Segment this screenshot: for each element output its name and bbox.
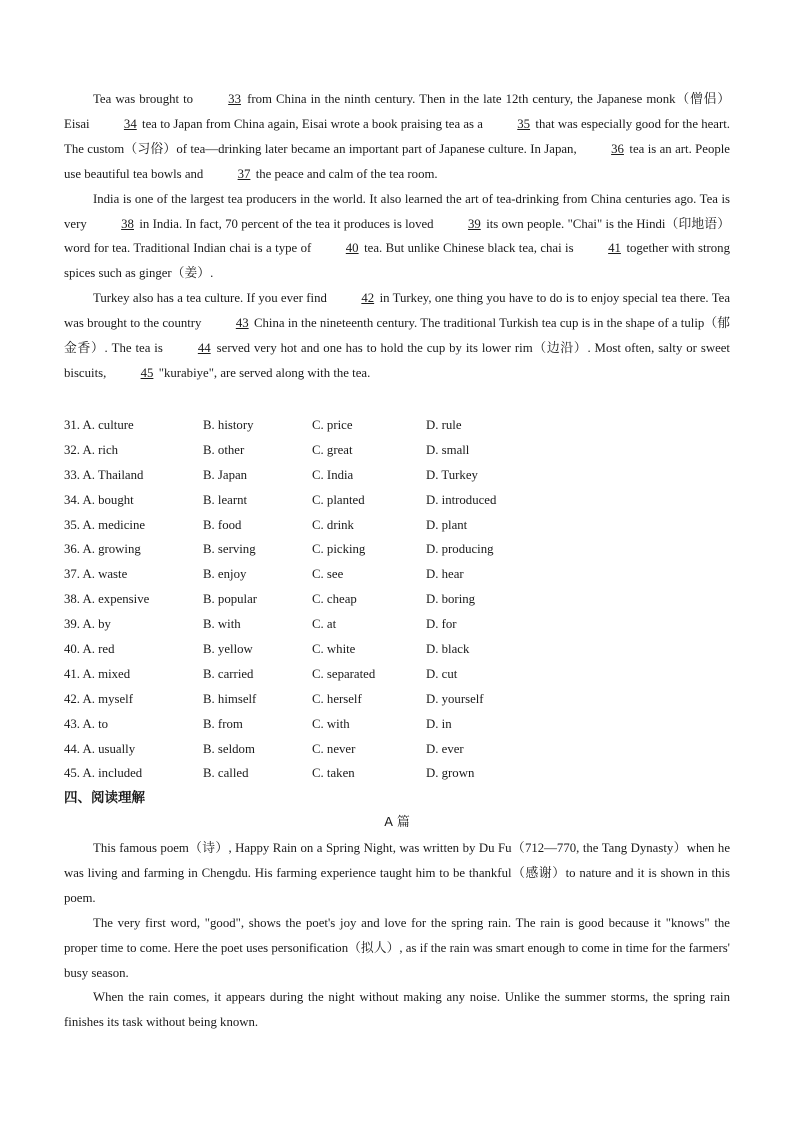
option-row xyxy=(64,761,624,786)
option-b[interactable]: B. Japan xyxy=(203,467,248,482)
option-a[interactable]: 39. A. by xyxy=(64,617,111,632)
option-b[interactable]: B. himself xyxy=(203,691,257,706)
option-row xyxy=(64,413,624,438)
part-title: A 篇 xyxy=(384,815,410,830)
option-b[interactable]: B. food xyxy=(203,517,242,532)
blank-35[interactable]: 35 xyxy=(517,116,531,131)
option-b[interactable]: B. history xyxy=(203,418,254,432)
option-d[interactable]: D. for xyxy=(426,617,457,632)
option-b[interactable]: B. carried xyxy=(203,666,254,681)
option-row xyxy=(64,737,624,762)
blank-45[interactable]: 45 xyxy=(140,365,154,380)
option-row xyxy=(64,687,624,712)
option-b[interactable]: B. yellow xyxy=(203,642,253,657)
answer-options xyxy=(64,413,624,786)
option-row xyxy=(64,463,624,488)
section-title: 四、阅读理解 xyxy=(64,790,145,806)
option-c[interactable]: C. taken xyxy=(312,766,355,781)
option-d[interactable]: D. plant xyxy=(426,517,468,532)
option-row xyxy=(64,488,624,513)
option-a[interactable]: 40. A. red xyxy=(64,642,115,657)
option-d[interactable]: D. grown xyxy=(426,766,475,781)
option-row xyxy=(64,438,624,463)
passage-paragraph-japan: Tea was brought to 33 from China in the ninth century. Then in the late 12th century, the Japanese monk（僧侣）Eisai 34 tea to Japan from China again, Eisai wrote a book praising tea as a 35 that was especially good for the heart. The custom（习俗）of tea—drinking later became an important part of Japanese culture. In Japan, 36 tea is an art. People use beautiful tea bowls and 37 the peace and calm of the tea room. xyxy=(64,87,730,187)
option-b[interactable]: B. called xyxy=(203,766,249,781)
option-c[interactable]: C. white xyxy=(312,642,356,657)
option-c[interactable]: C. at xyxy=(312,617,337,632)
option-a[interactable]: 44. A. usually xyxy=(64,741,136,756)
option-c[interactable]: C. with xyxy=(312,716,350,731)
option-a[interactable]: 34. A. bought xyxy=(64,492,134,507)
option-d[interactable]: D. introduced xyxy=(426,492,497,507)
option-a[interactable]: 33. A. Thailand xyxy=(64,467,144,482)
option-c[interactable]: C. separated xyxy=(312,666,376,681)
option-a[interactable]: 37. A. waste xyxy=(64,567,128,582)
option-row xyxy=(64,513,624,538)
blank-42[interactable]: 42 xyxy=(361,291,375,306)
blank-39[interactable]: 39 xyxy=(467,216,481,231)
option-c[interactable]: C. great xyxy=(312,442,353,457)
option-a[interactable]: 45. A. included xyxy=(64,766,143,781)
option-a[interactable]: 32. A. rich xyxy=(64,442,119,457)
option-b[interactable]: B. other xyxy=(203,442,245,457)
option-d[interactable]: D. cut xyxy=(426,666,458,681)
option-row xyxy=(64,537,624,562)
option-d[interactable]: D. boring xyxy=(426,592,476,607)
option-b[interactable]: B. learnt xyxy=(203,492,248,507)
option-b[interactable]: B. serving xyxy=(203,542,256,557)
option-c[interactable]: C. picking xyxy=(312,542,366,557)
blank-40[interactable]: 40 xyxy=(345,241,359,256)
option-row xyxy=(64,637,624,662)
option-row xyxy=(64,662,624,687)
option-d[interactable]: D. ever xyxy=(426,741,464,756)
option-a[interactable]: 31. A. culture xyxy=(64,418,134,432)
option-b[interactable]: B. with xyxy=(203,617,241,632)
passage-paragraph-turkey: Turkey also has a tea culture. If you ever find 42 in Turkey, one thing you have to do is to enjoy special tea there. Tea was brought to the country 43 China in the nineteenth century. The traditional Turkish tea cup is in the shape of a tulip（郁金香）. The tea is 44 served very hot and one has to hold the cup by its lower rim（边沿）. Most often, salty or sweet biscuits, 45 "kurabiye", are served along with the tea. xyxy=(64,286,730,386)
option-c[interactable]: C. cheap xyxy=(312,592,357,607)
passage-paragraph: This famous poem（诗）, Happy Rain on a Spring Night, was written by Du Fu（712—770, the Tang Dynasty）when he was living and farming in Chengdu. His farming experience taught him to be thankful（感谢）to nature and it is shown in this poem. xyxy=(64,841,730,905)
option-b[interactable]: B. seldom xyxy=(203,741,255,756)
option-a[interactable]: 43. A. to xyxy=(64,716,109,731)
option-a[interactable]: 38. A. expensive xyxy=(64,592,150,607)
blank-33[interactable]: 33 xyxy=(228,92,241,106)
option-b[interactable]: B. popular xyxy=(203,592,258,607)
option-row xyxy=(64,587,624,612)
option-a[interactable]: 42. A. myself xyxy=(64,691,133,706)
option-d[interactable]: D. small xyxy=(426,442,470,457)
blank-38[interactable]: 38 xyxy=(121,216,134,231)
option-a[interactable]: 41. A. mixed xyxy=(64,666,131,681)
passage-paragraph-india: India is one of the largest tea producers in the world. It also learned the art of tea-drinking from China centuries ago. Tea is very 38 in India. In fact, 70 percent of the tea it produces is loved 39 its own people. "Chai" is the Hindi（印地语）word for tea. Traditional Indian chai is a type of 40 tea. But unlike Chinese black tea, chai is 41 together with strong spices such as ginger（姜）. xyxy=(64,191,731,281)
option-b[interactable]: B. enjoy xyxy=(203,567,247,582)
option-d[interactable]: D. hear xyxy=(426,567,464,582)
option-d[interactable]: D. yourself xyxy=(426,691,484,706)
blank-44[interactable]: 44 xyxy=(197,341,211,356)
option-c[interactable]: C. never xyxy=(312,741,356,756)
option-a[interactable]: 36. A. growing xyxy=(64,542,141,557)
option-c[interactable]: C. herself xyxy=(312,691,362,706)
blank-36[interactable]: 36 xyxy=(611,141,624,156)
blank-41[interactable]: 41 xyxy=(608,241,621,256)
option-row xyxy=(64,712,624,737)
blank-34[interactable]: 34 xyxy=(123,116,137,131)
option-d[interactable]: D. rule xyxy=(426,418,462,432)
option-c[interactable]: C. drink xyxy=(312,517,354,532)
tea-passage xyxy=(64,87,730,386)
passage-paragraph: The very first word, "good", shows the poet's joy and love for the spring rain. The rain is good because it "knows" the proper time to come. Here the poet uses personification（拟人）, as if the rain was smart enough to come in time for the farmers' busy season. xyxy=(64,915,730,980)
option-c[interactable]: C. see xyxy=(312,567,344,582)
blank-37[interactable]: 37 xyxy=(237,166,251,181)
option-row xyxy=(64,612,624,637)
option-c[interactable]: C. India xyxy=(312,467,354,482)
option-a[interactable]: 35. A. medicine xyxy=(64,517,146,532)
option-b[interactable]: B. from xyxy=(203,716,243,731)
option-row xyxy=(64,562,624,587)
option-c[interactable]: C. planted xyxy=(312,492,365,507)
option-d[interactable]: D. black xyxy=(426,642,470,657)
option-d[interactable]: D. in xyxy=(426,716,452,731)
blank-43[interactable]: 43 xyxy=(235,316,249,331)
passage-paragraph: When the rain comes, it appears during the night without making any noise. Unlike the summer storms, the spring rain finishes its task without being known. xyxy=(64,990,730,1030)
poem-passage xyxy=(64,836,730,1035)
option-d[interactable]: D. producing xyxy=(426,542,494,557)
option-c[interactable]: C. price xyxy=(312,418,353,432)
option-d[interactable]: D. Turkey xyxy=(426,467,478,482)
